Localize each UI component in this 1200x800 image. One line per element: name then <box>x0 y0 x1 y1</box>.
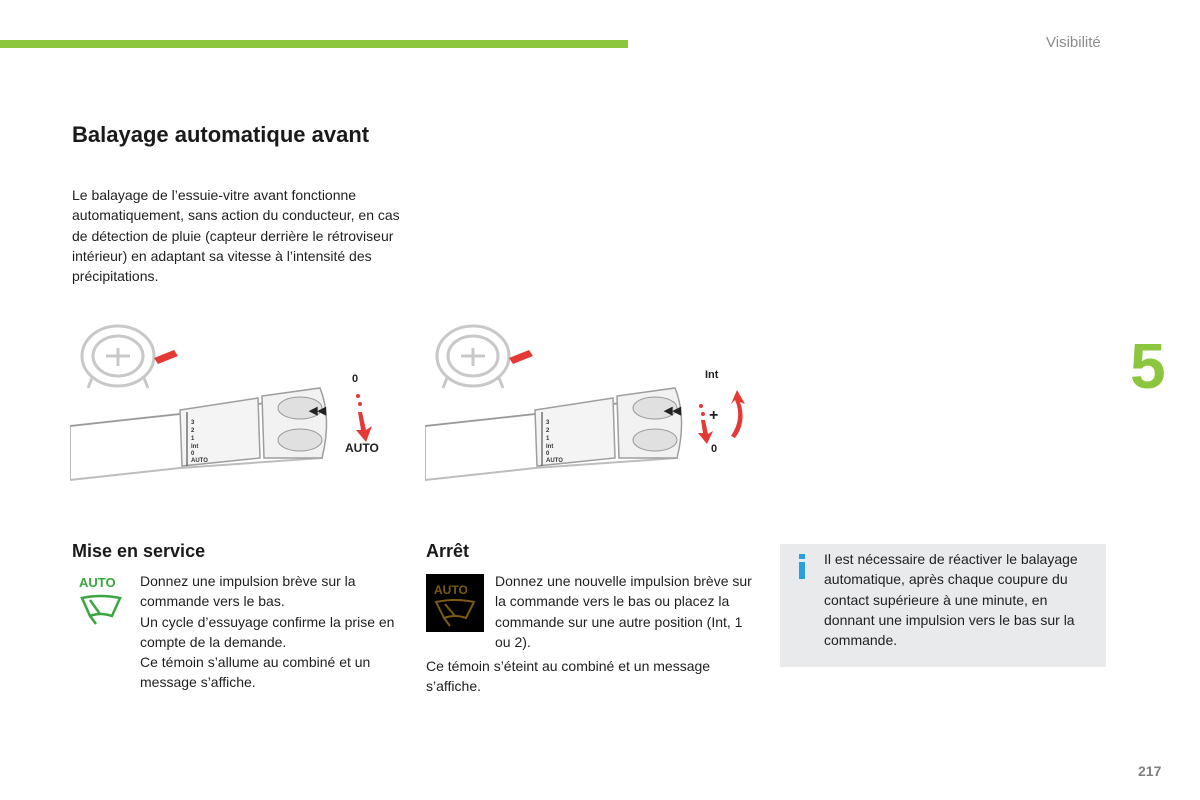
stalk-label-1: 1 <box>191 436 195 442</box>
stalk-label-auto: AUTO <box>546 458 563 464</box>
position-int-label: Int <box>705 369 719 381</box>
arrow-down-icon <box>356 394 372 442</box>
header-accent-bar <box>0 40 628 48</box>
arrow-up-icon <box>731 390 745 438</box>
stalk-label-1: 1 <box>546 436 550 442</box>
arret-text: Donnez une nouvelle impulsion brève sur la commande vers le bas ou placez la commande sur une autre position (Int, 1 ou 2). <box>495 573 752 650</box>
stalk-label-2: 2 <box>191 428 195 434</box>
auto-icon-label: AUTO <box>79 575 116 590</box>
stalk-highlight-icon <box>154 350 178 364</box>
stalk-label-2: 2 <box>546 428 550 434</box>
info-text: Il est nécessaire de réactiver le balayage automatique, après chaque coupure du contact supérieure à une minute, en donnant une impulsion vers le bas sur la commande. <box>824 551 1078 649</box>
page-title: Balayage automatique avant <box>72 122 370 147</box>
position-0-label: 0 <box>711 443 718 455</box>
stalk-label-3: 3 <box>191 420 195 426</box>
auto-wiper-green-icon <box>76 574 126 630</box>
position-0-label: 0 <box>352 373 359 385</box>
mise-en-service-text: Donnez une impulsion brève sur la commande vers le bas. Un cycle d’essuyage confirme la prise en compte de la demande. Ce témoin s’allume au combiné et un message s’affiche. <box>140 573 395 691</box>
info-icon <box>796 554 810 580</box>
stalk-label-int: Int <box>546 444 554 450</box>
intro-paragraph: Le balayage de l’essuie-vitre avant fonctionne automatiquement, sans action du conducteur, en cas de détection de pluie (capteur derrière le rétroviseur intérieur) en adaptant sa vitesse à l’intensité des précipitations. <box>72 187 400 285</box>
stalk-label-0: 0 <box>546 451 550 457</box>
page-number: 217 <box>1138 763 1162 779</box>
section-heading-mise-en-service: Mise en service <box>72 541 206 561</box>
svg-text:◀◀: ◀◀ <box>664 405 681 417</box>
plus-label: + <box>709 407 719 424</box>
auto-wiper-off-icon <box>426 574 484 632</box>
position-auto-label: AUTO <box>345 441 379 455</box>
stalk-label-3: 3 <box>546 420 550 426</box>
steering-wheel-icon <box>437 326 509 388</box>
info-box <box>780 544 1106 667</box>
stalk-label-int: Int <box>191 444 199 450</box>
wiper-stalk-illustration-stop <box>425 318 755 488</box>
wiper-stalk-illustration-auto <box>70 318 400 488</box>
chapter-number: 5 <box>1130 330 1166 402</box>
section-name: Visibilité <box>1046 34 1101 51</box>
auto-off-icon-label: AUTO <box>434 583 468 597</box>
section-heading-arret: Arrêt <box>426 541 470 561</box>
stalk-label-auto: AUTO <box>191 458 208 464</box>
stalk-label-0: 0 <box>191 451 195 457</box>
svg-text:◀◀: ◀◀ <box>309 405 326 417</box>
steering-wheel-icon <box>82 326 154 388</box>
arret-footer-text: Ce témoin s’éteint au combiné et un message s’affiche. <box>426 658 711 695</box>
stalk-highlight-icon <box>509 350 533 364</box>
